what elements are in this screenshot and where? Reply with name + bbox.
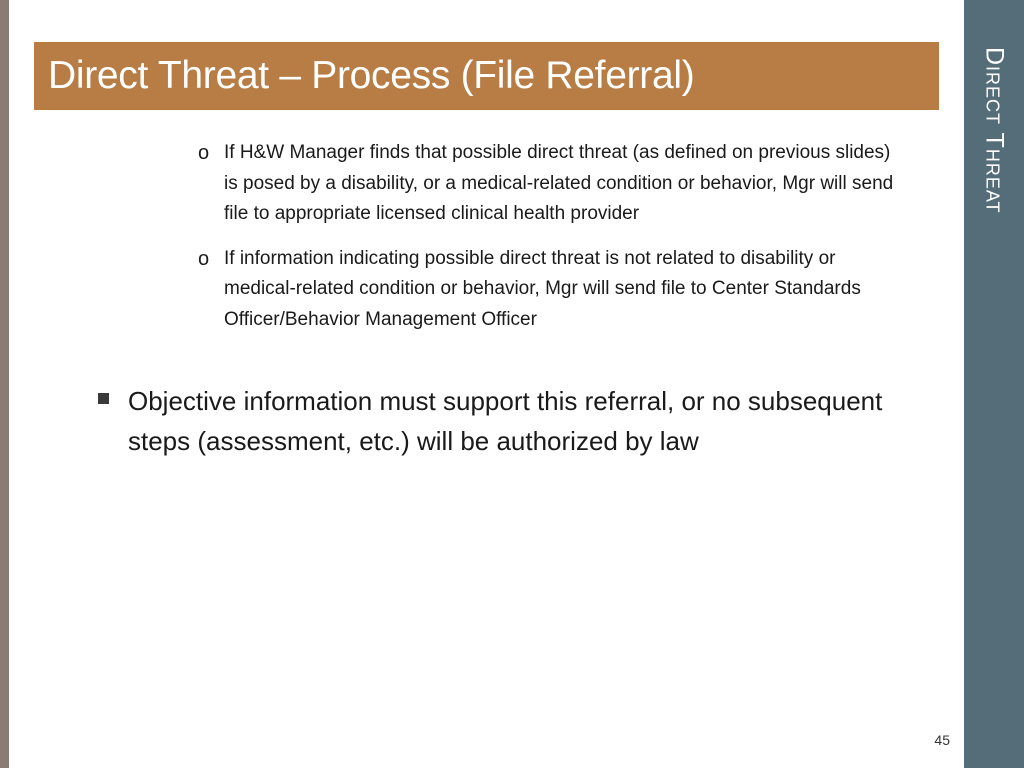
section-label-container bbox=[965, 47, 1023, 217]
square-bullet-icon bbox=[98, 393, 109, 404]
section-label: Direct Threat bbox=[980, 47, 1009, 214]
left-accent-stripe bbox=[0, 0, 9, 768]
sub-bullet-list bbox=[198, 138, 908, 349]
title-bar bbox=[34, 42, 939, 110]
sub-bullet-item bbox=[198, 244, 908, 336]
sub-bullet-text: If H&W Manager finds that possible direct threat (as defined on previous slides) is posed by a disability, or a medical-related condition or behavior, Mgr will send file to appropriate licensed clinical health provider bbox=[224, 142, 894, 224]
circle-bullet-icon: o bbox=[198, 247, 210, 270]
page-number: 45 bbox=[934, 732, 950, 748]
main-bullet-text: Objective information must support this referral, or no subsequent steps (assessment, etc.) will be authorized by law bbox=[128, 386, 883, 456]
circle-bullet-icon: o bbox=[198, 142, 210, 164]
slide-title: Direct Threat – Process (File Referral) bbox=[48, 54, 695, 97]
main-bullet-item bbox=[98, 381, 930, 461]
sub-bullet-text: If information indicating possible direct threat is not related to disability or medical-related condition or behavior, Mgr will send file to Center Standards Officer/Behavior Management Officer bbox=[224, 247, 861, 330]
sub-bullet-item bbox=[198, 138, 908, 230]
